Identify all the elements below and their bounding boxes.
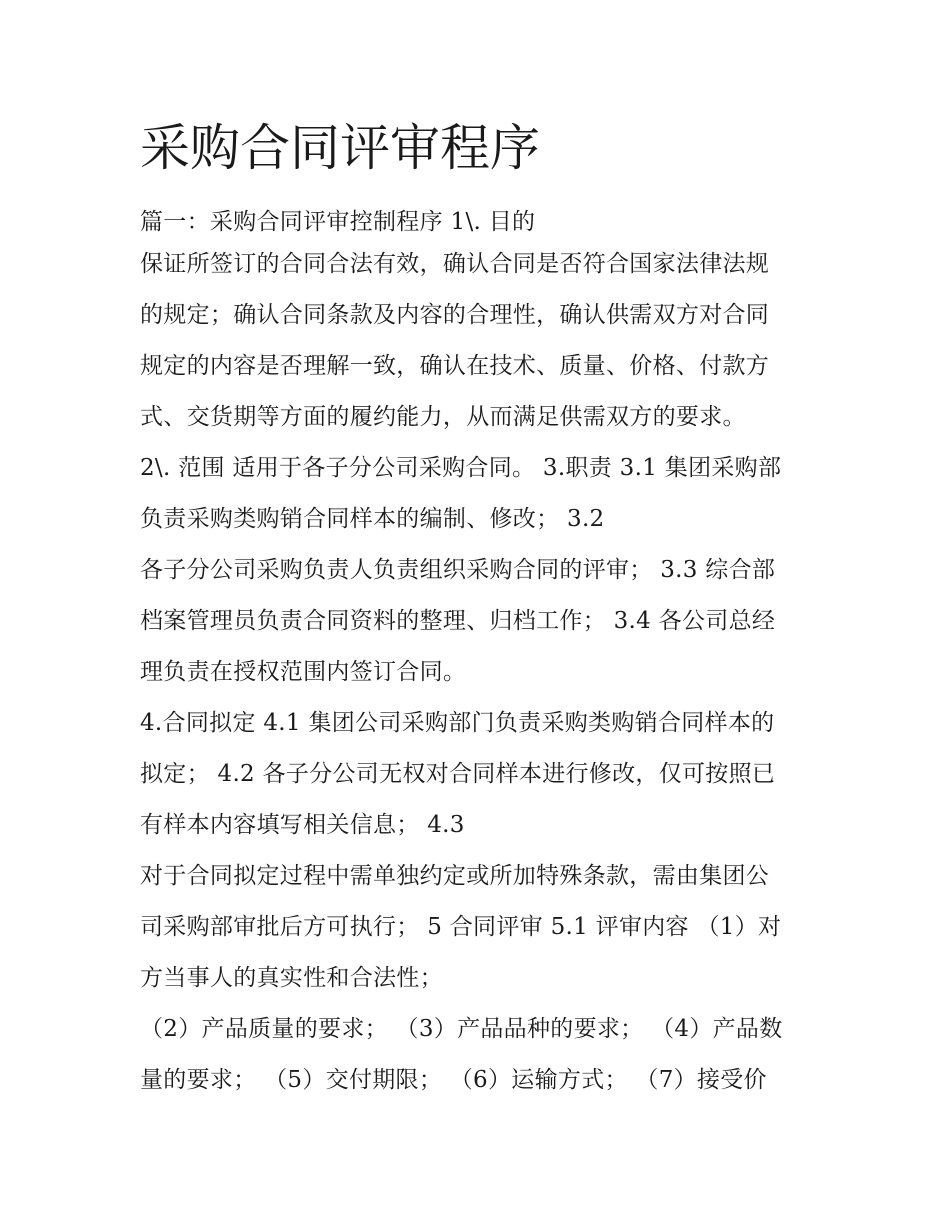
text-line: 负责采购类购销合同样本的编制、修改； 3.2: [140, 506, 605, 532]
text-line: 式、交货期等方面的履约能力，从而满足供需双方的要求。: [140, 404, 746, 430]
document-body: [140, 202, 815, 1111]
text-line: 4.合同拟定 4.1 集团公司采购部门负责采购类购销合同样本的: [140, 710, 775, 736]
text-line: 量的要求； （5）交付期限； （6）运输方式； （7）接受价: [140, 1067, 767, 1093]
text-line: 各子分公司采购负责人负责组织采购合同的评审； 3.3 综合部: [140, 557, 776, 583]
text-line: 保证所签订的合同合法有效，确认合同是否符合国家法律法规: [140, 251, 770, 277]
text-line: 2\. 范围 适用于各子分公司采购合同。 3.职责 3.1 集团采购部: [140, 455, 782, 481]
text-line: 有样本内容填写相关信息； 4.3: [140, 812, 465, 838]
text-line: 规定的内容是否理解一致，确认在技术、质量、价格、付款方: [140, 353, 770, 379]
text-line: 司采购部审批后方可执行； 5 合同评审 5.1 评审内容 （1）对: [140, 914, 782, 940]
text-line: 方当事人的真实性和合法性；: [140, 965, 443, 991]
text-line: 档案管理员负责合同资料的整理、归档工作； 3.4 各公司总经: [140, 608, 776, 634]
text-line: 拟定； 4.2 各子分公司无权对合同样本进行修改，仅可按照已: [140, 761, 776, 787]
text-line: 篇一：采购合同评审控制程序 1\. 目的: [140, 209, 536, 235]
text-line: 的规定；确认合同条款及内容的合理性，确认供需双方对合同: [140, 302, 770, 328]
text-line: 理负责在授权范围内签订合同。: [140, 659, 467, 685]
document-title: 采购合同评审程序: [140, 119, 540, 177]
text-line: （2）产品质量的要求； （3）产品品种的要求； （4）产品数: [140, 1016, 783, 1042]
text-line: 对于合同拟定过程中需单独约定或所加特殊条款，需由集团公: [140, 863, 770, 889]
